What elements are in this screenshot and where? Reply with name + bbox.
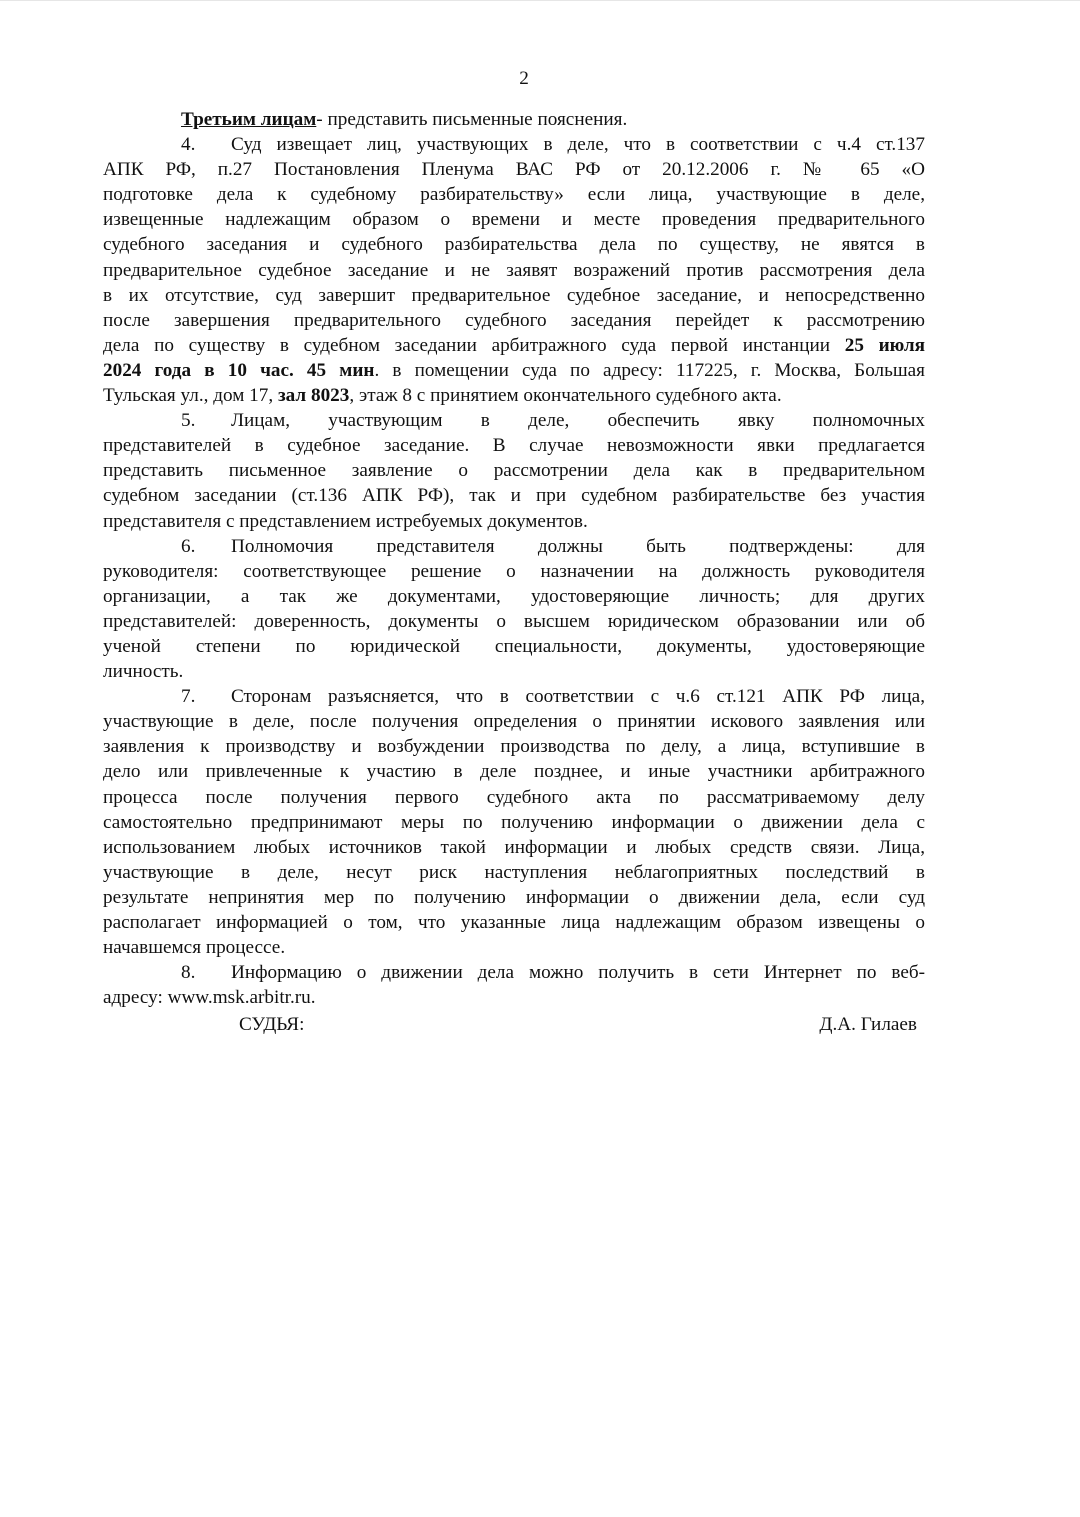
line-text: дела по существу в судебном заседании арбитражного суда первой инстанции [103,334,845,356]
paragraph-line: извещенные надлежащим образом о времени и месте проведения предварительного [103,209,925,231]
hearing-date: 25 июля [844,334,925,356]
paragraph-line [103,534,925,559]
line-text: . в помещении суда по адресу: 117225, г. Москва, Большая [374,359,925,381]
third-parties-label: Третьим лицам [181,109,317,130]
item-number: 4. [181,134,196,156]
judge-name: Д.А. Гилаев [819,1014,917,1036]
third-parties-text: - представить письменные пояснения. [316,109,628,130]
paragraph-line [103,684,925,709]
paragraph-line: участвующие в деле, несут риск наступления неблагоприятных последствий в [103,861,925,883]
line-text: Суд извещает лиц, участвующих в деле, что в соответствии с ч.4 ст.137 [231,134,925,156]
document-page [103,65,925,1037]
paragraph-line: располагает информацией о том, что указанные лица надлежащим образом извещены о [103,912,925,933]
item-number: 6. [181,535,196,557]
page-number: 2 [519,68,529,89]
courtroom: зал 8023 [277,385,350,407]
hearing-time: 2024 года в 10 час. 45 мин [103,359,375,381]
paragraph-line: АПК РФ, п.27 Постановления Пленума ВАС РФ от 20.12.2006 г. № 65 «О [103,159,925,181]
paragraph-line: дело или привлеченные к участию в деле позднее, и иные участники арбитражного [103,761,925,783]
paragraph-line: самостоятельно предпринимают меры по получению информации о движении дела с [103,811,925,833]
paragraph-5 [103,408,925,533]
paragraph-line: результате непринятия мер по получению информации о движении дела, если суд [103,886,925,908]
paragraph-line: использованием любых источников такой информации и любых средств связи. Лица, [103,836,925,858]
line-text: Сторонам разъясняется, что в соответствии с ч.6 ст.121 АПК РФ лица, [231,686,925,708]
paragraph-line: судебном заседании (ст.136 АПК РФ), так и при судебном разбирательстве без участия [103,485,925,507]
paragraph-7 [103,684,925,960]
paragraph-8 [103,960,925,1010]
item-number: 7. [181,686,196,708]
item-number: 8. [181,962,196,984]
paragraph-line: предварительное судебное заседание и не заявят возражений против рассмотрения дела [103,259,925,281]
paragraph-line [103,358,925,383]
website-line: адресу: www.msk.arbitr.ru. [103,987,316,1009]
paragraph-line: участвующие в деле, после получения определения о принятии искового заявления или [103,711,925,733]
paragraph-line: начавшемся процессе. [103,937,286,959]
paragraph-line: ученой степени по юридической специальности, документы, удостоверяющие [103,635,925,657]
third-parties-line [103,107,925,132]
paragraph-line: судебного заседания и судебного разбирательства дела по существу, не явятся в [103,234,925,256]
paragraph-line: в их отсутствие, суд завершит предварительное судебное заседание, и непосредственно [103,284,925,306]
paragraph-line [103,960,925,985]
paragraph-4 [103,132,925,408]
line-text: Лицам, участвующим в деле, обеспечить явку полномочных [231,410,925,432]
line-text: , этаж 8 с принятием окончательного судебного акта. [349,385,782,407]
paragraph-line: представителя с представлением истребуемых документов. [103,510,588,532]
paragraph-line: процесса после получения первого судебного акта по рассматриваемому делу [103,786,925,808]
paragraph-line: заявления к производству и возбуждении производства по делу, а лица, вступившие в [103,736,925,758]
line-text: Тульская ул., дом 17, [103,385,278,407]
item-number: 5. [181,410,196,432]
line-text: Полномочия представителя должны быть подтверждены: для [231,535,925,557]
paragraph-line [103,132,925,157]
paragraph-line: организации, а так же документами, удостоверяющие личность; для других [103,585,925,607]
paragraph-line [103,408,925,433]
line-text: Информацию о движении дела можно получить в сети Интернет по веб- [231,962,925,984]
paragraph-line: руководителя: соответствующее решение о назначении на должность руководителя [103,560,925,582]
paragraph-line: подготовке дела к судебному разбирательству» если лица, участвующие в деле, [103,184,925,206]
paragraph-line: представить письменное заявление о рассмотрении дела как в предварительном [103,460,925,482]
paragraph-line [103,383,925,408]
paragraph-line: после завершения предварительного судебного заседания перейдет к рассмотрению [103,309,925,331]
paragraph-line: личность. [103,661,184,683]
signature-block [103,1012,925,1037]
paragraph-line [103,333,925,358]
paragraph-6 [103,534,925,685]
paragraph-line: представителей в судебное заседание. В случае невозможности явки предлагается [103,435,925,457]
judge-title: СУДЬЯ: [239,1014,305,1036]
paragraph-line: представителей: доверенность, документы о высшем юридическом образовании или об [103,610,925,632]
